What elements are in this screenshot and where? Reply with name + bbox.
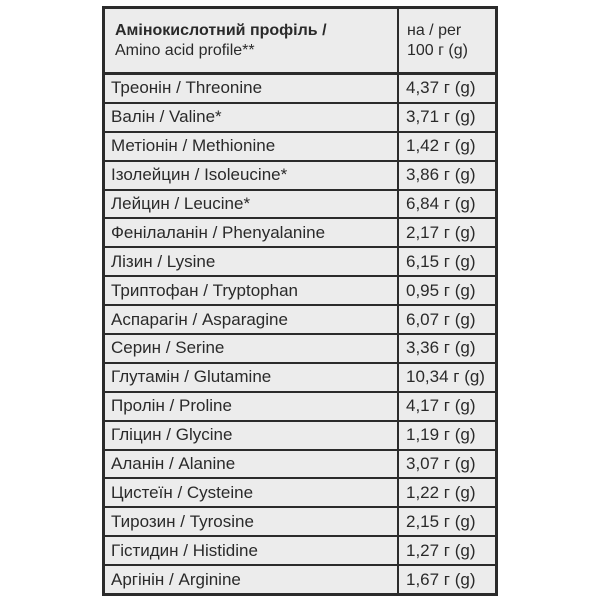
amino-acid-name: Серин / Serine [105, 335, 399, 362]
amino-acid-name: Фенілаланін / Phenyalanine [105, 219, 399, 246]
amino-acid-name: Пролін / Proline [105, 393, 399, 420]
amino-acid-value: 10,34 г (g) [406, 367, 485, 387]
table-row [105, 306, 495, 335]
table-row [105, 451, 495, 480]
amino-acid-value: 3,07 г (g) [406, 454, 476, 474]
table-row [105, 335, 495, 364]
amino-acid-value: 1,27 г (g) [406, 540, 476, 560]
table-row [105, 566, 495, 593]
table-row [105, 537, 495, 566]
amino-acid-value: 1,22 г (g) [406, 482, 476, 502]
amino-acid-value: 1,19 г (g) [406, 425, 476, 445]
table-row [105, 393, 495, 422]
amino-acid-name: Глутамін / Glutamine [105, 364, 399, 391]
amino-acid-name: Ізолейцин / Isoleucine* [105, 162, 399, 189]
amino-acid-value: 4,17 г (g) [406, 396, 476, 416]
amino-acid-name: Лейцин / Leucine* [105, 191, 399, 218]
amino-acid-value: 3,71 г (g) [406, 107, 476, 127]
table-row [105, 75, 495, 104]
amino-acid-name: Гістидин / Histidine [105, 537, 399, 564]
amino-acid-value: 4,37 г (g) [406, 78, 476, 98]
table-row [105, 364, 495, 393]
table-row [105, 191, 495, 220]
amino-acid-name: Лізин / Lysine [105, 248, 399, 275]
amino-acid-name: Треонін / Threonine [105, 75, 399, 102]
header-per-line1: на / per [407, 21, 462, 39]
header-per-cell [399, 9, 495, 72]
table-row [105, 219, 495, 248]
amino-acid-value: 1,42 г (g) [406, 136, 476, 156]
table-row [105, 104, 495, 133]
amino-acid-value: 6,84 г (g) [406, 194, 476, 213]
table-row [105, 479, 495, 508]
amino-acid-table [102, 6, 498, 596]
amino-acid-value: 6,07 г (g) [406, 309, 476, 329]
header-per-line2: 100 г (g) [407, 41, 468, 59]
amino-acid-name: Метіонін / Methionine [105, 133, 399, 160]
table-row [105, 277, 495, 306]
amino-acid-name: Аспарагін / Asparagine [105, 306, 399, 333]
amino-acid-name: Аргінін / Arginine [105, 566, 399, 593]
table-row [105, 248, 495, 277]
table-row [105, 162, 495, 191]
amino-acid-value: 6,15 г (g) [406, 251, 476, 271]
table-header-row [105, 9, 495, 75]
table-row [105, 422, 495, 451]
amino-acid-name: Гліцин / Glycine [105, 422, 399, 449]
amino-acid-value: 2,17 г (g) [406, 222, 476, 242]
amino-acid-name: Тирозин / Tyrosine [105, 508, 399, 535]
table-row [105, 508, 495, 537]
table-row [105, 133, 495, 162]
header-name-en: Amino acid profile** [115, 41, 255, 59]
amino-acid-name: Аланін / Alanine [105, 451, 399, 478]
amino-acid-name: Валін / Valine* [105, 104, 399, 131]
header-name-ua: Амінокислотний профіль / [115, 21, 327, 39]
amino-acid-name: Триптофан / Tryptophan [105, 277, 399, 304]
amino-acid-name: Цистеїн / Cysteine [105, 479, 399, 506]
amino-acid-value: 0,95 г (g) [406, 280, 476, 300]
amino-acid-value: 2,15 г (g) [406, 511, 476, 531]
amino-acid-value: 3,36 г (g) [406, 338, 476, 358]
amino-acid-value: 1,67 г (g) [406, 569, 476, 589]
amino-acid-value: 3,86 г (g) [406, 165, 476, 185]
header-name-cell [105, 9, 399, 72]
